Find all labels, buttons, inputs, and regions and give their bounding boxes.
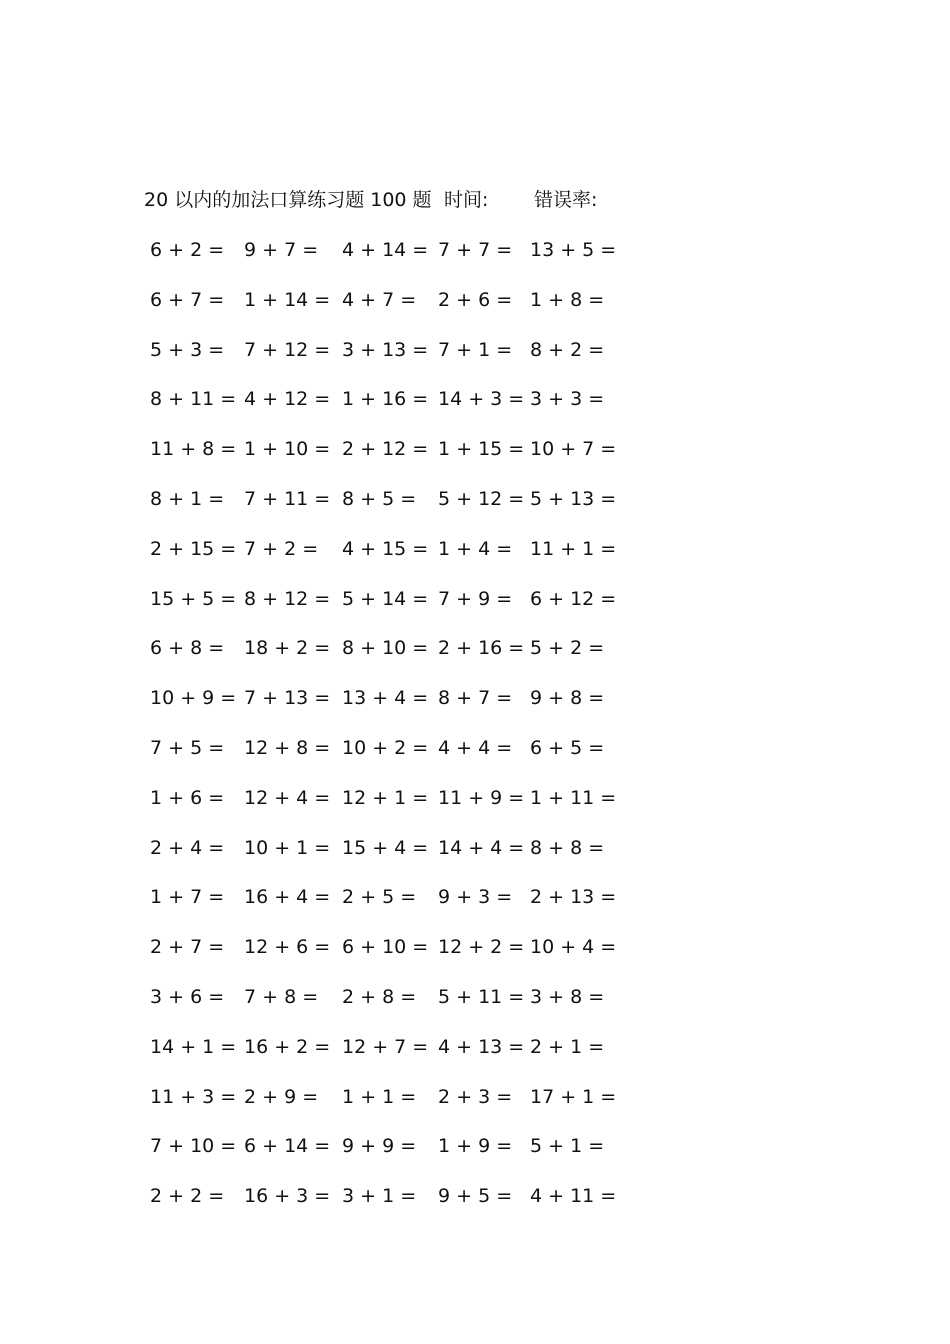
problem-item: 2 + 8 = [342,985,417,1008]
problem-item: 2 + 13 = [530,886,617,909]
problem-item: 1 + 9 = [438,1135,513,1158]
problem-item: 9 + 8 = [530,687,605,710]
worksheet-title: 20 以内的加法口算练习题 100 题 [144,189,432,211]
problem-row [148,881,628,931]
problem-item: 6 + 14 = [244,1135,331,1158]
problem-item: 2 + 7 = [150,936,225,959]
problem-item: 12 + 6 = [244,936,331,959]
problem-item: 4 + 14 = [342,239,429,261]
problem-item: 8 + 1 = [150,487,225,510]
problem-item: 8 + 10 = [342,637,429,660]
problem-item: 7 + 10 = [150,1135,237,1158]
problem-item: 8 + 7 = [438,687,513,710]
problem-item: 9 + 7 = [244,239,319,261]
problem-row [148,682,628,732]
problem-item: 4 + 7 = [342,288,417,311]
problem-item: 4 + 13 = [438,1035,525,1058]
problem-item: 16 + 4 = [244,886,331,909]
problem-item: 1 + 16 = [342,388,429,411]
problem-item: 1 + 8 = [530,288,605,311]
problem-item: 8 + 2 = [530,338,605,361]
problem-item: 13 + 5 = [530,239,617,261]
problem-item: 2 + 15 = [150,537,237,560]
problem-item: 1 + 14 = [244,288,331,311]
problem-item: 6 + 2 = [150,239,225,261]
problem-row [148,483,628,533]
problem-item: 3 + 3 = [530,388,605,411]
problem-item: 6 + 5 = [530,736,605,759]
problem-item: 11 + 9 = [438,786,525,809]
problem-item: 8 + 12 = [244,587,331,610]
problem-row [148,732,628,782]
problem-item: 4 + 11 = [530,1185,617,1208]
problem-item: 16 + 2 = [244,1035,331,1058]
problem-item: 5 + 1 = [530,1135,605,1158]
problem-item: 6 + 12 = [530,587,617,610]
problem-item: 3 + 1 = [342,1185,417,1208]
problem-item: 7 + 9 = [438,587,513,610]
problem-item: 4 + 15 = [342,537,429,560]
problem-item: 11 + 1 = [530,537,617,560]
problem-item: 7 + 2 = [244,537,319,560]
problem-item: 3 + 8 = [530,985,605,1008]
problem-row [148,1130,628,1180]
problem-item: 10 + 4 = [530,936,617,959]
problem-item: 9 + 3 = [438,886,513,909]
problem-row [148,583,628,633]
problem-row [148,1081,628,1131]
problem-item: 12 + 4 = [244,786,331,809]
problem-item: 5 + 13 = [530,487,617,510]
problem-item: 12 + 8 = [244,736,331,759]
problem-row [148,1031,628,1081]
problem-item: 5 + 14 = [342,587,429,610]
problem-item: 17 + 1 = [530,1085,617,1108]
problem-item: 4 + 4 = [438,736,513,759]
problem-item: 6 + 10 = [342,936,429,959]
problem-item: 6 + 7 = [150,288,225,311]
problem-item: 2 + 2 = [150,1185,225,1208]
problem-item: 14 + 4 = [438,836,525,859]
problem-row [148,1180,628,1230]
problem-item: 18 + 2 = [244,637,331,660]
problem-item: 11 + 3 = [150,1085,237,1108]
problem-item: 7 + 7 = [438,239,513,261]
problem-row [148,284,628,334]
problem-item: 5 + 12 = [438,487,525,510]
problem-item: 2 + 12 = [342,438,429,461]
problem-item: 12 + 7 = [342,1035,429,1058]
problem-item: 2 + 1 = [530,1035,605,1058]
problem-item: 1 + 10 = [244,438,331,461]
problem-item: 10 + 7 = [530,438,617,461]
problem-item: 15 + 4 = [342,836,429,859]
problem-item: 3 + 13 = [342,338,429,361]
problem-item: 7 + 8 = [244,985,319,1008]
problem-item: 15 + 5 = [150,587,237,610]
problem-item: 14 + 1 = [150,1035,237,1058]
problem-item: 7 + 12 = [244,338,331,361]
problem-item: 10 + 9 = [150,687,237,710]
problem-item: 8 + 8 = [530,836,605,859]
problem-item: 14 + 3 = [438,388,525,411]
problem-item: 1 + 7 = [150,886,225,909]
problem-item: 1 + 15 = [438,438,525,461]
problem-item: 2 + 6 = [438,288,513,311]
problem-row [148,334,628,384]
problem-grid [148,234,628,1230]
time-label: 时间: [444,189,489,211]
problem-item: 8 + 11 = [150,388,237,411]
problem-item: 10 + 2 = [342,736,429,759]
problem-row [148,234,628,284]
problem-item: 7 + 13 = [244,687,331,710]
problem-item: 5 + 11 = [438,985,525,1008]
problem-row [148,782,628,832]
problem-row [148,931,628,981]
problem-item: 9 + 9 = [342,1135,417,1158]
problem-row [148,533,628,583]
problem-item: 4 + 12 = [244,388,331,411]
problem-item: 1 + 1 = [342,1085,417,1108]
problem-item: 7 + 5 = [150,736,225,759]
problem-item: 1 + 11 = [530,786,617,809]
problem-item: 7 + 11 = [244,487,331,510]
problem-item: 2 + 9 = [244,1085,319,1108]
problem-row [148,433,628,483]
problem-item: 12 + 2 = [438,936,525,959]
problem-row [148,981,628,1031]
problem-item: 10 + 1 = [244,836,331,859]
problem-item: 7 + 1 = [438,338,513,361]
problem-item: 2 + 16 = [438,637,525,660]
problem-item: 2 + 5 = [342,886,417,909]
problem-item: 5 + 2 = [530,637,605,660]
problem-row [148,632,628,682]
error-rate-label: 错误率: [534,189,598,211]
problem-item: 9 + 5 = [438,1185,513,1208]
problem-item: 16 + 3 = [244,1185,331,1208]
problem-item: 8 + 5 = [342,487,417,510]
problem-item: 12 + 1 = [342,786,429,809]
problem-item: 2 + 4 = [150,836,225,859]
problem-item: 3 + 6 = [150,985,225,1008]
problem-item: 1 + 4 = [438,537,513,560]
problem-item: 6 + 8 = [150,637,225,660]
problem-row [148,383,628,433]
problem-item: 5 + 3 = [150,338,225,361]
problem-item: 2 + 3 = [438,1085,513,1108]
problem-item: 11 + 8 = [150,438,237,461]
problem-item: 1 + 6 = [150,786,225,809]
problem-row [148,832,628,882]
problem-item: 13 + 4 = [342,687,429,710]
